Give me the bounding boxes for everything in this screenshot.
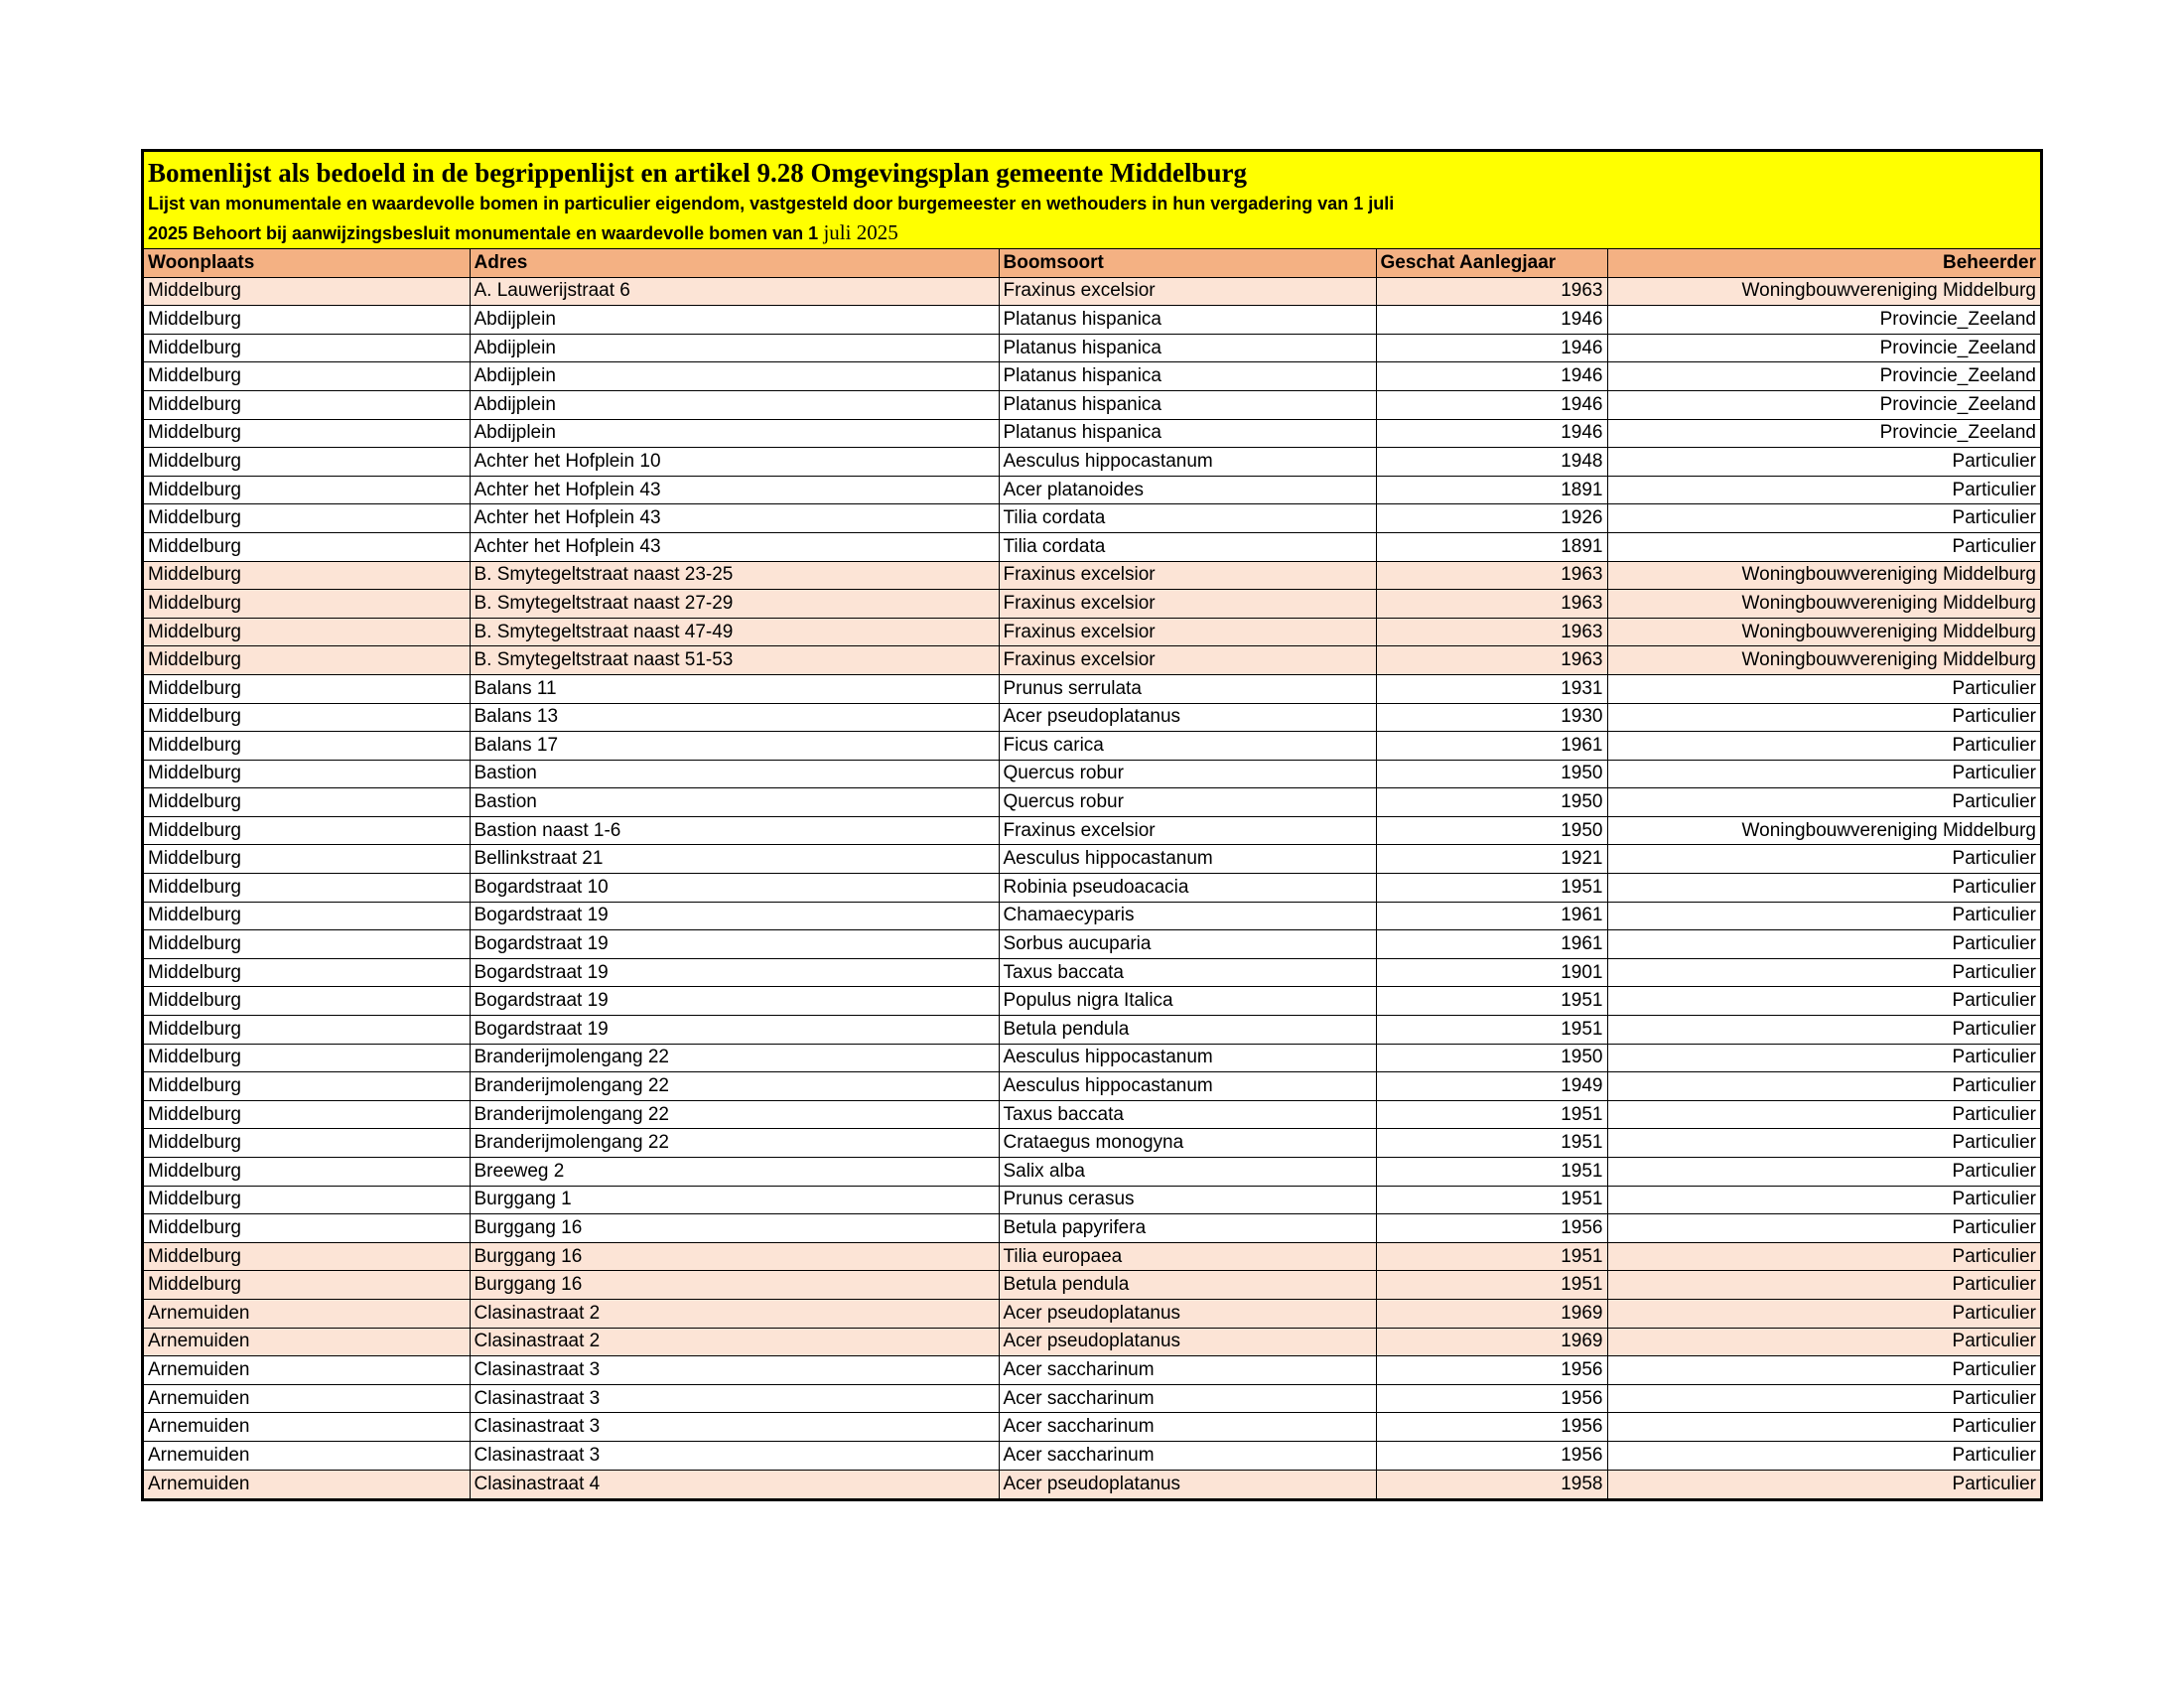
cell-woonplaats: Middelburg	[144, 504, 470, 533]
cell-adres: Achter het Hofplein 43	[470, 532, 999, 561]
cell-boomsoort: Acer saccharinum	[999, 1441, 1376, 1470]
cell-aanlegjaar: 1946	[1376, 306, 1607, 335]
cell-beheerder: Particulier	[1607, 958, 2040, 987]
tree-list-sheet	[141, 149, 2043, 1501]
cell-woonplaats: Middelburg	[144, 362, 470, 391]
table-row	[144, 561, 2040, 590]
column-header-beheerder: Beheerder	[1607, 249, 2040, 278]
table-row	[144, 476, 2040, 504]
cell-adres: Bastion	[470, 788, 999, 817]
cell-boomsoort: Acer pseudoplatanus	[999, 1328, 1376, 1356]
cell-boomsoort: Taxus baccata	[999, 958, 1376, 987]
cell-woonplaats: Middelburg	[144, 732, 470, 761]
cell-boomsoort: Chamaecyparis	[999, 902, 1376, 930]
table-row	[144, 1299, 2040, 1328]
cell-adres: Clasinastraat 4	[470, 1470, 999, 1498]
cell-woonplaats: Middelburg	[144, 930, 470, 959]
cell-boomsoort: Acer saccharinum	[999, 1413, 1376, 1442]
table-row	[144, 1271, 2040, 1300]
cell-adres: Branderijmolengang 22	[470, 1129, 999, 1158]
cell-woonplaats: Middelburg	[144, 277, 470, 306]
cell-beheerder: Particulier	[1607, 1186, 2040, 1214]
table-row	[144, 504, 2040, 533]
cell-boomsoort: Platanus hispanica	[999, 306, 1376, 335]
cell-woonplaats: Middelburg	[144, 1186, 470, 1214]
cell-aanlegjaar: 1951	[1376, 1129, 1607, 1158]
cell-beheerder: Particulier	[1607, 1242, 2040, 1271]
cell-woonplaats: Middelburg	[144, 1100, 470, 1129]
cell-beheerder: Particulier	[1607, 674, 2040, 703]
cell-adres: Bellinkstraat 21	[470, 845, 999, 874]
cell-aanlegjaar: 1951	[1376, 1158, 1607, 1187]
table-row	[144, 703, 2040, 732]
table-row	[144, 448, 2040, 477]
document-subtitle-line-1: Lijst van monumentale en waardevolle bomen in particulier eigendom, vastgesteld door burgemeester en wethouders in hun vergadering van 1 juli	[148, 194, 1395, 213]
cell-adres: Abdijplein	[470, 419, 999, 448]
table-row	[144, 930, 2040, 959]
table-row	[144, 845, 2040, 874]
cell-beheerder: Provincie_Zeeland	[1607, 362, 2040, 391]
cell-beheerder: Particulier	[1607, 703, 2040, 732]
cell-boomsoort: Prunus serrulata	[999, 674, 1376, 703]
cell-boomsoort: Ficus carica	[999, 732, 1376, 761]
cell-beheerder: Woningbouwvereniging Middelburg	[1607, 561, 2040, 590]
cell-beheerder: Particulier	[1607, 1044, 2040, 1072]
table-row	[144, 1441, 2040, 1470]
cell-aanlegjaar: 1949	[1376, 1072, 1607, 1101]
cell-beheerder: Particulier	[1607, 760, 2040, 788]
cell-woonplaats: Middelburg	[144, 1271, 470, 1300]
cell-beheerder: Particulier	[1607, 874, 2040, 903]
cell-woonplaats: Middelburg	[144, 987, 470, 1016]
table-row	[144, 1016, 2040, 1045]
cell-boomsoort: Acer platanoides	[999, 476, 1376, 504]
cell-adres: Bogardstraat 19	[470, 1016, 999, 1045]
cell-adres: Bogardstraat 19	[470, 987, 999, 1016]
cell-aanlegjaar: 1956	[1376, 1214, 1607, 1243]
cell-boomsoort: Taxus baccata	[999, 1100, 1376, 1129]
cell-woonplaats: Middelburg	[144, 816, 470, 845]
cell-woonplaats: Arnemuiden	[144, 1413, 470, 1442]
cell-boomsoort: Tilia europaea	[999, 1242, 1376, 1271]
table-row	[144, 1242, 2040, 1271]
document-subtitle-line-2	[148, 218, 2036, 248]
cell-woonplaats: Middelburg	[144, 902, 470, 930]
cell-aanlegjaar: 1963	[1376, 277, 1607, 306]
cell-adres: Branderijmolengang 22	[470, 1044, 999, 1072]
cell-boomsoort: Crataegus monogyna	[999, 1129, 1376, 1158]
cell-beheerder: Particulier	[1607, 1100, 2040, 1129]
cell-woonplaats: Arnemuiden	[144, 1384, 470, 1413]
cell-aanlegjaar: 1950	[1376, 1044, 1607, 1072]
cell-aanlegjaar: 1950	[1376, 816, 1607, 845]
table-row	[144, 1413, 2040, 1442]
table-row	[144, 674, 2040, 703]
cell-beheerder: Particulier	[1607, 1470, 2040, 1498]
cell-aanlegjaar: 1969	[1376, 1299, 1607, 1328]
table-row	[144, 1384, 2040, 1413]
cell-woonplaats: Middelburg	[144, 760, 470, 788]
cell-adres: Clasinastraat 3	[470, 1413, 999, 1442]
cell-aanlegjaar: 1961	[1376, 732, 1607, 761]
cell-beheerder: Particulier	[1607, 532, 2040, 561]
cell-boomsoort: Prunus cerasus	[999, 1186, 1376, 1214]
cell-adres: B. Smytegeltstraat naast 51-53	[470, 646, 999, 675]
cell-boomsoort: Fraxinus excelsior	[999, 816, 1376, 845]
table-row	[144, 590, 2040, 619]
cell-adres: Abdijplein	[470, 362, 999, 391]
cell-woonplaats: Middelburg	[144, 1242, 470, 1271]
table-row	[144, 788, 2040, 817]
cell-boomsoort: Betula pendula	[999, 1016, 1376, 1045]
tree-table	[144, 248, 2040, 1498]
table-row	[144, 732, 2040, 761]
cell-woonplaats: Arnemuiden	[144, 1356, 470, 1385]
cell-beheerder: Particulier	[1607, 732, 2040, 761]
table-row	[144, 1158, 2040, 1187]
cell-boomsoort: Betula papyrifera	[999, 1214, 1376, 1243]
cell-aanlegjaar: 1951	[1376, 987, 1607, 1016]
cell-aanlegjaar: 1901	[1376, 958, 1607, 987]
cell-boomsoort: Betula pendula	[999, 1271, 1376, 1300]
cell-boomsoort: Sorbus aucuparia	[999, 930, 1376, 959]
table-row	[144, 419, 2040, 448]
table-row	[144, 306, 2040, 335]
cell-boomsoort: Acer pseudoplatanus	[999, 1470, 1376, 1498]
table-row	[144, 334, 2040, 362]
cell-woonplaats: Middelburg	[144, 1016, 470, 1045]
cell-aanlegjaar: 1950	[1376, 788, 1607, 817]
cell-aanlegjaar: 1921	[1376, 845, 1607, 874]
cell-adres: Achter het Hofplein 10	[470, 448, 999, 477]
cell-adres: Clasinastraat 2	[470, 1328, 999, 1356]
cell-adres: Balans 13	[470, 703, 999, 732]
table-row	[144, 958, 2040, 987]
cell-beheerder: Particulier	[1607, 1072, 2040, 1101]
table-row	[144, 816, 2040, 845]
cell-aanlegjaar: 1951	[1376, 874, 1607, 903]
cell-adres: Abdijplein	[470, 334, 999, 362]
cell-beheerder: Particulier	[1607, 504, 2040, 533]
subtitle-bold-part: 2025 Behoort bij aanwijzingsbesluit monumentale en waardevolle bomen van 1	[148, 223, 819, 243]
cell-beheerder: Provincie_Zeeland	[1607, 306, 2040, 335]
subtitle-tail-part: juli 2025	[818, 220, 898, 244]
cell-beheerder: Provincie_Zeeland	[1607, 390, 2040, 419]
cell-beheerder: Particulier	[1607, 987, 2040, 1016]
cell-beheerder: Particulier	[1607, 1214, 2040, 1243]
cell-woonplaats: Middelburg	[144, 618, 470, 646]
cell-woonplaats: Middelburg	[144, 703, 470, 732]
table-row	[144, 1356, 2040, 1385]
cell-adres: Branderijmolengang 22	[470, 1072, 999, 1101]
cell-boomsoort: Aesculus hippocastanum	[999, 845, 1376, 874]
cell-aanlegjaar: 1963	[1376, 618, 1607, 646]
cell-beheerder: Particulier	[1607, 448, 2040, 477]
cell-aanlegjaar: 1961	[1376, 902, 1607, 930]
table-row	[144, 874, 2040, 903]
table-row	[144, 1214, 2040, 1243]
table-row	[144, 1186, 2040, 1214]
cell-boomsoort: Acer pseudoplatanus	[999, 703, 1376, 732]
table-row	[144, 1129, 2040, 1158]
table-row	[144, 390, 2040, 419]
cell-adres: B. Smytegeltstraat naast 47-49	[470, 618, 999, 646]
table-row	[144, 902, 2040, 930]
cell-beheerder: Woningbouwvereniging Middelburg	[1607, 590, 2040, 619]
cell-aanlegjaar: 1956	[1376, 1384, 1607, 1413]
cell-woonplaats: Middelburg	[144, 874, 470, 903]
cell-beheerder: Woningbouwvereniging Middelburg	[1607, 277, 2040, 306]
cell-boomsoort: Fraxinus excelsior	[999, 646, 1376, 675]
cell-aanlegjaar: 1926	[1376, 504, 1607, 533]
cell-adres: Clasinastraat 3	[470, 1384, 999, 1413]
cell-aanlegjaar: 1930	[1376, 703, 1607, 732]
cell-boomsoort: Platanus hispanica	[999, 334, 1376, 362]
cell-aanlegjaar: 1963	[1376, 561, 1607, 590]
cell-aanlegjaar: 1946	[1376, 334, 1607, 362]
cell-woonplaats: Middelburg	[144, 1214, 470, 1243]
cell-beheerder: Particulier	[1607, 930, 2040, 959]
cell-adres: Balans 11	[470, 674, 999, 703]
cell-boomsoort: Platanus hispanica	[999, 390, 1376, 419]
cell-beheerder: Particulier	[1607, 1158, 2040, 1187]
table-row	[144, 987, 2040, 1016]
cell-adres: Burggang 1	[470, 1186, 999, 1214]
cell-aanlegjaar: 1961	[1376, 930, 1607, 959]
cell-aanlegjaar: 1963	[1376, 590, 1607, 619]
cell-aanlegjaar: 1951	[1376, 1271, 1607, 1300]
cell-beheerder: Woningbouwvereniging Middelburg	[1607, 618, 2040, 646]
cell-woonplaats: Middelburg	[144, 448, 470, 477]
cell-boomsoort: Fraxinus excelsior	[999, 618, 1376, 646]
cell-beheerder: Woningbouwvereniging Middelburg	[1607, 816, 2040, 845]
cell-beheerder: Woningbouwvereniging Middelburg	[1607, 646, 2040, 675]
cell-woonplaats: Middelburg	[144, 1158, 470, 1187]
cell-boomsoort: Aesculus hippocastanum	[999, 448, 1376, 477]
cell-woonplaats: Middelburg	[144, 788, 470, 817]
table-row	[144, 1072, 2040, 1101]
cell-boomsoort: Platanus hispanica	[999, 362, 1376, 391]
cell-aanlegjaar: 1946	[1376, 390, 1607, 419]
cell-adres: Burggang 16	[470, 1271, 999, 1300]
cell-beheerder: Particulier	[1607, 1271, 2040, 1300]
cell-boomsoort: Fraxinus excelsior	[999, 590, 1376, 619]
cell-aanlegjaar: 1956	[1376, 1413, 1607, 1442]
cell-boomsoort: Salix alba	[999, 1158, 1376, 1187]
cell-boomsoort: Aesculus hippocastanum	[999, 1072, 1376, 1101]
cell-adres: B. Smytegeltstraat naast 23-25	[470, 561, 999, 590]
cell-boomsoort: Tilia cordata	[999, 532, 1376, 561]
cell-aanlegjaar: 1951	[1376, 1242, 1607, 1271]
table-row	[144, 532, 2040, 561]
cell-adres: Clasinastraat 2	[470, 1299, 999, 1328]
cell-beheerder: Provincie_Zeeland	[1607, 419, 2040, 448]
column-header-woonplaats: Woonplaats	[144, 249, 470, 278]
cell-beheerder: Particulier	[1607, 902, 2040, 930]
table-row	[144, 1328, 2040, 1356]
cell-woonplaats: Middelburg	[144, 1044, 470, 1072]
cell-aanlegjaar: 1969	[1376, 1328, 1607, 1356]
cell-aanlegjaar: 1891	[1376, 532, 1607, 561]
cell-beheerder: Particulier	[1607, 1299, 2040, 1328]
cell-aanlegjaar: 1951	[1376, 1100, 1607, 1129]
column-header-adres: Adres	[470, 249, 999, 278]
cell-woonplaats: Arnemuiden	[144, 1299, 470, 1328]
cell-woonplaats: Middelburg	[144, 590, 470, 619]
cell-adres: B. Smytegeltstraat naast 27-29	[470, 590, 999, 619]
table-row	[144, 1044, 2040, 1072]
cell-aanlegjaar: 1946	[1376, 362, 1607, 391]
cell-aanlegjaar: 1950	[1376, 760, 1607, 788]
cell-adres: Abdijplein	[470, 390, 999, 419]
cell-boomsoort: Fraxinus excelsior	[999, 277, 1376, 306]
cell-adres: Abdijplein	[470, 306, 999, 335]
cell-boomsoort: Platanus hispanica	[999, 419, 1376, 448]
cell-adres: Achter het Hofplein 43	[470, 504, 999, 533]
cell-woonplaats: Arnemuiden	[144, 1441, 470, 1470]
cell-adres: Breeweg 2	[470, 1158, 999, 1187]
table-row	[144, 1100, 2040, 1129]
cell-adres: Achter het Hofplein 43	[470, 476, 999, 504]
table-row	[144, 1470, 2040, 1498]
cell-boomsoort: Robinia pseudoacacia	[999, 874, 1376, 903]
cell-beheerder: Particulier	[1607, 788, 2040, 817]
cell-adres: Bogardstraat 19	[470, 930, 999, 959]
cell-beheerder: Particulier	[1607, 1356, 2040, 1385]
cell-boomsoort: Populus nigra Italica	[999, 987, 1376, 1016]
cell-boomsoort: Acer saccharinum	[999, 1356, 1376, 1385]
cell-woonplaats: Middelburg	[144, 334, 470, 362]
cell-beheerder: Provincie_Zeeland	[1607, 334, 2040, 362]
cell-adres: Branderijmolengang 22	[470, 1100, 999, 1129]
cell-aanlegjaar: 1931	[1376, 674, 1607, 703]
cell-adres: Burggang 16	[470, 1242, 999, 1271]
cell-adres: Balans 17	[470, 732, 999, 761]
cell-woonplaats: Middelburg	[144, 561, 470, 590]
table-header-row	[144, 249, 2040, 278]
cell-woonplaats: Middelburg	[144, 845, 470, 874]
cell-aanlegjaar: 1951	[1376, 1186, 1607, 1214]
cell-beheerder: Particulier	[1607, 1016, 2040, 1045]
cell-woonplaats: Middelburg	[144, 306, 470, 335]
cell-woonplaats: Middelburg	[144, 674, 470, 703]
cell-boomsoort: Aesculus hippocastanum	[999, 1044, 1376, 1072]
table-row	[144, 646, 2040, 675]
table-row	[144, 618, 2040, 646]
cell-aanlegjaar: 1958	[1376, 1470, 1607, 1498]
cell-boomsoort: Acer saccharinum	[999, 1384, 1376, 1413]
cell-aanlegjaar: 1948	[1376, 448, 1607, 477]
cell-woonplaats: Middelburg	[144, 1072, 470, 1101]
cell-woonplaats: Middelburg	[144, 958, 470, 987]
cell-aanlegjaar: 1951	[1376, 1016, 1607, 1045]
cell-aanlegjaar: 1956	[1376, 1356, 1607, 1385]
cell-woonplaats: Arnemuiden	[144, 1328, 470, 1356]
cell-aanlegjaar: 1891	[1376, 476, 1607, 504]
cell-boomsoort: Quercus robur	[999, 760, 1376, 788]
table-row	[144, 277, 2040, 306]
column-header-aanlegjaar: Geschat Aanlegjaar	[1376, 249, 1607, 278]
cell-aanlegjaar: 1956	[1376, 1441, 1607, 1470]
cell-boomsoort: Fraxinus excelsior	[999, 561, 1376, 590]
cell-beheerder: Particulier	[1607, 1441, 2040, 1470]
cell-beheerder: Particulier	[1607, 1384, 2040, 1413]
cell-boomsoort: Quercus robur	[999, 788, 1376, 817]
cell-adres: Bastion naast 1-6	[470, 816, 999, 845]
document-title: Bomenlijst als bedoeld in de begrippenlijst en artikel 9.28 Omgevingsplan gemeente Middelburg	[148, 158, 1248, 188]
cell-beheerder: Particulier	[1607, 476, 2040, 504]
cell-beheerder: Particulier	[1607, 845, 2040, 874]
table-row	[144, 362, 2040, 391]
cell-adres: Clasinastraat 3	[470, 1441, 999, 1470]
cell-woonplaats: Middelburg	[144, 646, 470, 675]
cell-aanlegjaar: 1963	[1376, 646, 1607, 675]
cell-beheerder: Particulier	[1607, 1328, 2040, 1356]
cell-beheerder: Particulier	[1607, 1413, 2040, 1442]
cell-boomsoort: Tilia cordata	[999, 504, 1376, 533]
table-row	[144, 760, 2040, 788]
title-block	[144, 152, 2040, 248]
cell-adres: Bogardstraat 19	[470, 902, 999, 930]
cell-beheerder: Particulier	[1607, 1129, 2040, 1158]
column-header-boomsoort: Boomsoort	[999, 249, 1376, 278]
cell-adres: A. Lauwerijstraat 6	[470, 277, 999, 306]
cell-woonplaats: Arnemuiden	[144, 1470, 470, 1498]
cell-adres: Bogardstraat 10	[470, 874, 999, 903]
cell-adres: Burggang 16	[470, 1214, 999, 1243]
cell-woonplaats: Middelburg	[144, 390, 470, 419]
table-body	[144, 277, 2040, 1498]
cell-woonplaats: Middelburg	[144, 419, 470, 448]
cell-woonplaats: Middelburg	[144, 1129, 470, 1158]
cell-adres: Clasinastraat 3	[470, 1356, 999, 1385]
cell-woonplaats: Middelburg	[144, 476, 470, 504]
cell-adres: Bastion	[470, 760, 999, 788]
cell-adres: Bogardstraat 19	[470, 958, 999, 987]
cell-boomsoort: Acer pseudoplatanus	[999, 1299, 1376, 1328]
cell-woonplaats: Middelburg	[144, 532, 470, 561]
cell-aanlegjaar: 1946	[1376, 419, 1607, 448]
